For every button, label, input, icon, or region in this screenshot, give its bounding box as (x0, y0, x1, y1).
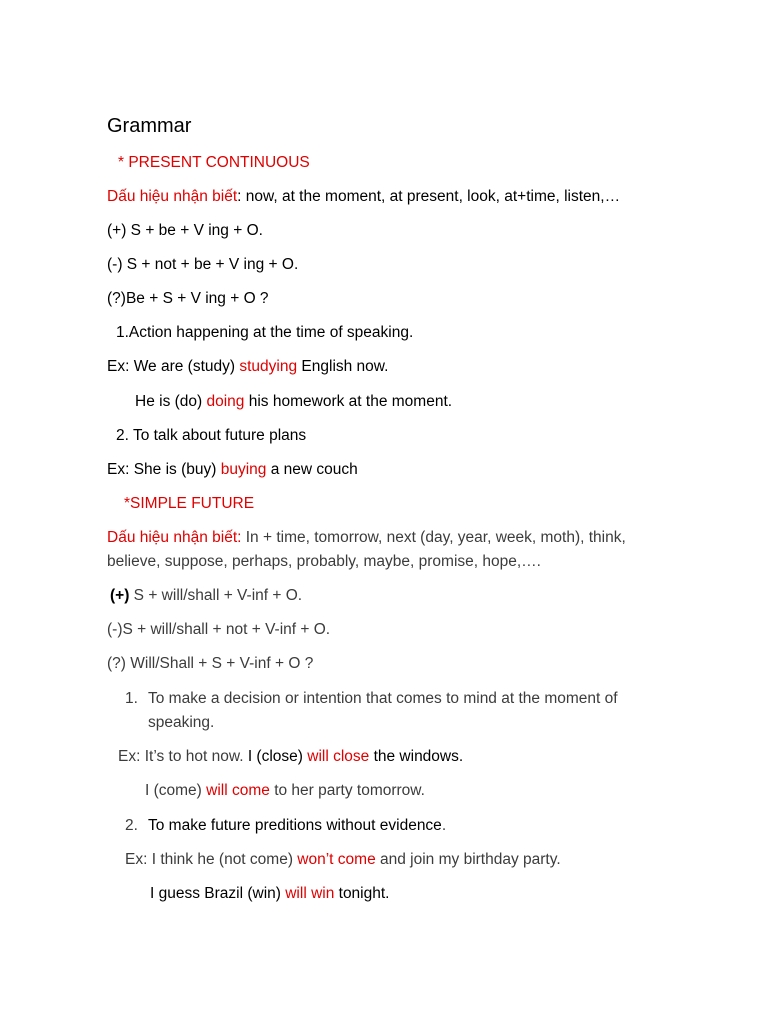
sf-ex1-suffix: the windows. (369, 748, 464, 765)
sf-use-1-line-1: To make a decision or intention that comes to mind at the moment of (148, 690, 618, 707)
pc-signal-line (107, 185, 620, 209)
sf-negative-formula: (-)S + will/shall + not + V-inf + O. (107, 621, 331, 638)
pc-ex1-suffix: English now. (297, 358, 389, 375)
sf-question-formula: (?) Will/Shall + S + V-inf + O ? (107, 655, 314, 672)
pc-positive-formula: (+) S + be + V ing + O. (107, 222, 263, 239)
sf-example-1 (118, 745, 463, 769)
sf-signal-line-1 (107, 526, 626, 550)
sf-ex1-context: Ex: It’s to hot now. (118, 748, 248, 765)
sf-use-1-line-2: speaking. (148, 714, 215, 731)
sf-ex3-suffix: and join my birthday party. (375, 851, 561, 868)
sf-use-2-period: . (441, 817, 447, 834)
sf-ex3-prefix: Ex: I think he (not come) (125, 851, 298, 868)
sf-use-2-number: 2. (125, 817, 138, 834)
pc-ex3-answer: buying (220, 461, 267, 478)
sf-positive-formula (110, 584, 302, 608)
pc-ex3-suffix: a new couch (266, 461, 358, 478)
pc-ex1-answer: studying (239, 358, 298, 375)
sf-use-2 (148, 814, 446, 838)
pc-ex1-prefix: Ex: We are (study) (107, 358, 240, 375)
pc-ex2-answer: doing (206, 393, 245, 410)
sf-ex2-suffix: to her party tomorrow. (269, 782, 425, 799)
sf-signal-words-1: In + time, tomorrow, next (day, year, week, moth), think, (241, 529, 626, 546)
document-title: Grammar (107, 115, 192, 137)
sf-ex2-prefix: I (come) (145, 782, 207, 799)
pc-ex2-suffix: his homework at the moment. (244, 393, 453, 410)
sf-positive-text: S + will/shall + V-inf + O. (129, 587, 303, 604)
sf-example-2 (145, 779, 425, 803)
pc-negative-formula: (-) S + not + be + V ing + O. (107, 256, 299, 273)
sf-ex4-prefix: I guess Brazil (win) (150, 885, 286, 902)
sf-ex1-prefix: I (close) (247, 748, 308, 765)
sf-ex4-answer: will win (285, 885, 335, 902)
pc-ex3-prefix: Ex: She is (buy) (107, 461, 221, 478)
pc-example-1 (107, 355, 388, 379)
pc-question-formula: (?)Be + S + V ing + O ? (107, 290, 269, 307)
pc-use-1: 1.Action happening at the time of speaking. (116, 324, 414, 341)
pc-example-3 (107, 458, 358, 482)
sf-ex1-answer: will close (307, 748, 370, 765)
sf-signal-label: Dấu hiệu nhận biết: (107, 529, 242, 546)
pc-signal-words: : now, at the moment, at present, look, at+time, listen,… (237, 188, 621, 205)
sf-ex3-answer: won’t come (297, 851, 376, 868)
pc-use-2: 2. To talk about future plans (116, 427, 307, 444)
simple-future-heading: *SIMPLE FUTURE (124, 495, 255, 512)
pc-signal-label: Dấu hiệu nhận biết (107, 188, 238, 205)
sf-ex2-answer: will come (206, 782, 270, 799)
sf-ex4-suffix: tonight. (334, 885, 390, 902)
present-continuous-heading: * PRESENT CONTINUOUS (118, 154, 310, 171)
sf-example-4 (150, 882, 389, 906)
sf-use-1-number: 1. (125, 690, 138, 707)
sf-signal-line-2: believe, suppose, perhaps, probably, maybe, promise, hope,…. (107, 553, 541, 570)
sf-positive-sign: (+) (110, 587, 130, 604)
sf-example-3 (125, 848, 561, 872)
sf-use-2-text: To make future preditions without evidence (148, 817, 442, 834)
pc-ex2-prefix: He is (do) (135, 393, 207, 410)
pc-example-2 (135, 390, 452, 414)
